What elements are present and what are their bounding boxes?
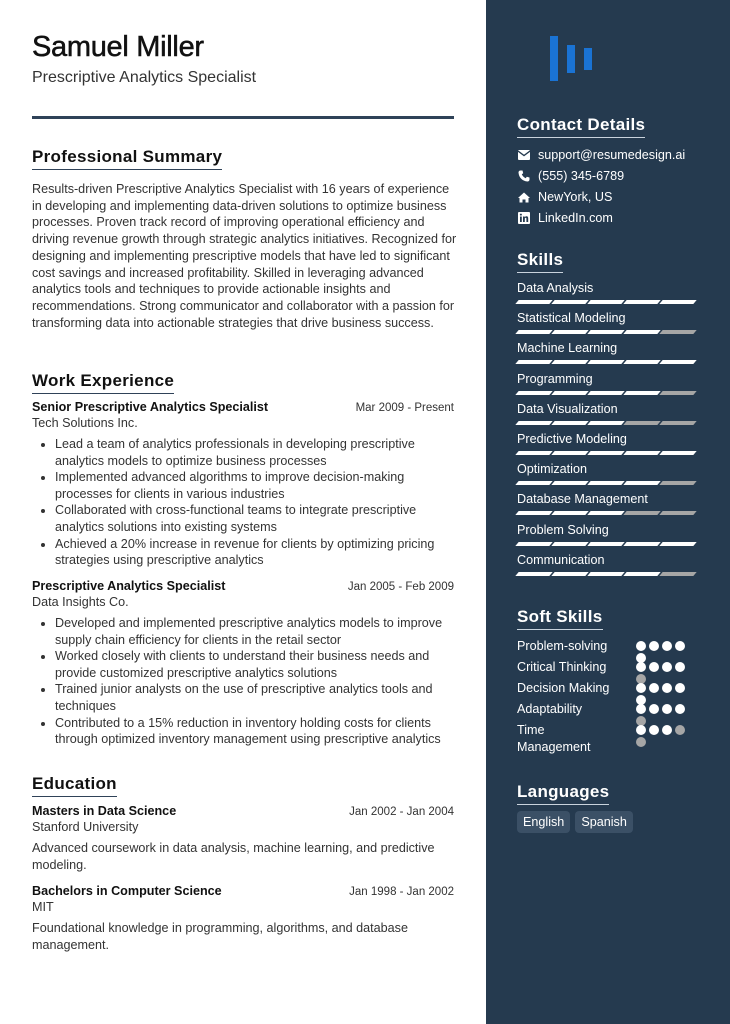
education-heading: Education (32, 774, 117, 797)
skill-level-segment (659, 481, 696, 485)
experience-heading: Work Experience (32, 371, 174, 394)
job-title: Senior Prescriptive Analytics Specialist (32, 400, 269, 414)
soft-skill-name: Critical Thinking (517, 660, 607, 674)
rating-dot (636, 725, 646, 735)
skill-level-segment (659, 360, 696, 364)
skill-name: Data Visualization (517, 401, 618, 416)
skill-level-segment (659, 330, 696, 334)
skill-level-segment (515, 451, 552, 455)
job-entry (32, 400, 454, 569)
soft-skill-rating (636, 641, 686, 663)
skill-level-bar (517, 300, 699, 305)
skill-level-segment (659, 572, 696, 576)
skill-name: Problem Solving (517, 522, 609, 537)
skill-item (517, 402, 699, 426)
skill-level-segment (623, 511, 660, 515)
skill-level-segment (623, 481, 660, 485)
skill-level-segment (551, 391, 588, 395)
skill-level-segment (587, 451, 624, 455)
skill-name: Data Analysis (517, 281, 594, 295)
degree: Bachelors in Computer Science (32, 884, 222, 898)
skill-item (517, 492, 699, 516)
skill-level-segment (623, 330, 660, 334)
rating-dot (662, 725, 672, 735)
envelope-icon (517, 148, 531, 162)
skill-name: Machine Learning (517, 341, 618, 356)
skill-level-segment (551, 421, 588, 425)
contact-text: NewYork, US (538, 190, 613, 204)
skill-item (517, 432, 699, 456)
rating-dot (649, 641, 659, 651)
rating-dot (636, 737, 646, 747)
rating-dot (662, 704, 672, 714)
skill-item (517, 372, 699, 396)
job-company: Tech Solutions Inc. (32, 416, 138, 430)
skill-level-segment (623, 572, 660, 576)
skill-level-bar (517, 360, 699, 365)
language-tag: English (517, 811, 570, 833)
skill-item (517, 553, 699, 577)
languages-list (517, 811, 633, 833)
rating-dot (649, 725, 659, 735)
rating-dot (675, 704, 685, 714)
skill-level-segment (587, 481, 624, 485)
skill-name: Predictive Modeling (517, 432, 627, 446)
soft-skill-name: Problem-solving (517, 639, 608, 653)
contact-text: LinkedIn.com (538, 211, 613, 225)
contact-linkedin[interactable] (517, 211, 613, 225)
contact-location (517, 190, 612, 204)
contact-email[interactable] (517, 148, 685, 162)
contact-text: (555) 345-6789 (538, 169, 625, 183)
rating-dot (675, 725, 685, 735)
skill-level-segment (551, 330, 588, 334)
rating-dot (649, 662, 659, 672)
job-entry (32, 579, 454, 748)
skill-level-segment (623, 360, 660, 364)
linkedin-icon (517, 211, 531, 225)
rating-dot (636, 704, 646, 714)
skill-level-segment (587, 330, 624, 334)
skill-item (517, 341, 699, 365)
skill-item (517, 462, 699, 486)
rating-dot (675, 683, 685, 693)
candidate-name: Samuel Miller (32, 31, 204, 63)
soft-skill-rating (636, 683, 686, 705)
job-company: Data Insights Co. (32, 595, 129, 609)
soft-skill-rating (636, 704, 686, 726)
skill-level-segment (587, 300, 624, 304)
skill-level-bar (517, 330, 699, 335)
skill-level-segment (587, 511, 624, 515)
skill-level-segment (551, 511, 588, 515)
soft-skill-name: Decision Making (517, 681, 610, 695)
skill-level-bar (517, 391, 699, 396)
rating-dot (636, 662, 646, 672)
skill-level-segment (515, 330, 552, 334)
job-bullet: Implemented advanced algorithms to improve decision-making processes for clients in various industries (32, 469, 454, 502)
language-tag: Spanish (575, 811, 633, 833)
skill-level-segment (551, 542, 588, 546)
rating-dot (649, 704, 659, 714)
soft-skill-rating (636, 725, 686, 747)
skill-name: Database Management (517, 492, 648, 507)
skill-level-segment (515, 360, 552, 364)
skill-level-bar (517, 572, 699, 577)
rating-dot (662, 641, 672, 651)
job-dates: Jan 2005 - Feb 2009 (347, 581, 454, 593)
skill-item (517, 523, 699, 547)
job-bullet: Lead a team of analytics professionals in developing prescriptive analytics models to optimize business processes (32, 436, 454, 469)
education-dates: Jan 2002 - Jan 2004 (349, 806, 454, 818)
education-entry (32, 804, 454, 873)
rating-dot (675, 662, 685, 672)
soft-skills-heading: Soft Skills (517, 607, 603, 630)
education-description: Foundational knowledge in programming, algorithms, and database management. (32, 921, 408, 952)
skill-level-bar (517, 451, 699, 456)
skill-level-segment (659, 451, 696, 455)
summary-heading: Professional Summary (32, 147, 222, 170)
summary-text: Results-driven Prescriptive Analytics Specialist with 16 years of experience in developing and implementing data-driven solutions to optimize business processes. Proven track record of improving operational efficiency and driving revenue growth through strategic analytics initiatives. Recognized for designing and implementing prescriptive models that have led to significant cost savings and increased profitability. Skilled in leveraging advanced analytics tools and techniques to provide actionable insights and recommendations. Strong communicator and collaborator with a passion for transforming data into actionable strategies that drive business success. (32, 182, 457, 330)
rating-dot (662, 662, 672, 672)
skill-level-segment (623, 391, 660, 395)
education-dates: Jan 1998 - Jan 2002 (349, 886, 454, 898)
header-divider (32, 116, 454, 119)
skill-level-segment (551, 360, 588, 364)
skill-level-bar (517, 481, 699, 486)
skill-level-segment (515, 481, 552, 485)
skill-level-segment (659, 300, 696, 304)
skill-name: Communication (517, 552, 605, 567)
job-bullets (32, 436, 454, 569)
rating-dot (636, 641, 646, 651)
skill-level-segment (623, 421, 660, 425)
skill-level-segment (587, 421, 624, 425)
skill-level-segment (587, 572, 624, 576)
job-bullet: Trained junior analysts on the use of prescriptive analytics tools and techniques (32, 681, 454, 714)
skill-level-segment (587, 391, 624, 395)
skill-level-bar (517, 511, 699, 516)
school: MIT (32, 900, 54, 914)
skill-item (517, 311, 699, 335)
job-bullets (32, 615, 454, 748)
languages-heading: Languages (517, 782, 609, 805)
skill-level-segment (659, 421, 696, 425)
phone-icon (517, 169, 531, 183)
job-title: Prescriptive Analytics Specialist (32, 579, 226, 593)
skill-level-bar (517, 542, 699, 547)
job-dates: Mar 2009 - Present (355, 402, 454, 414)
job-bullet: Contributed to a 15% reduction in inventory holding costs for clients through optimized inventory management using prescriptive analytics (32, 715, 454, 748)
job-bullet: Developed and implemented prescriptive analytics models to improve supply chain efficiency for clients in the retail sector (32, 615, 454, 648)
skills-heading: Skills (517, 250, 563, 273)
skill-level-segment (551, 300, 588, 304)
rating-dot (649, 683, 659, 693)
soft-skill-name: Adaptability (517, 702, 583, 716)
skill-level-segment (515, 511, 552, 515)
skill-level-segment (623, 300, 660, 304)
skill-name: Statistical Modeling (517, 311, 626, 326)
skill-level-segment (587, 542, 624, 546)
soft-skill-name: Time Management (517, 723, 591, 754)
skill-level-segment (659, 511, 696, 515)
skill-level-segment (515, 572, 552, 576)
home-icon (517, 190, 531, 204)
contact-heading: Contact Details (517, 115, 645, 138)
skill-level-segment (551, 481, 588, 485)
skill-level-segment (551, 451, 588, 455)
skill-level-bar (517, 421, 699, 426)
skill-name: Programming (517, 371, 593, 386)
candidate-title: Prescriptive Analytics Specialist (32, 69, 257, 86)
skill-level-segment (659, 542, 696, 546)
skill-level-segment (623, 542, 660, 546)
skill-level-segment (515, 300, 552, 304)
job-bullet: Worked closely with clients to understand their business needs and provide customized prescriptive analytics solutions (32, 648, 454, 681)
education-description: Advanced coursework in data analysis, machine learning, and predictive modeling. (32, 841, 435, 872)
skill-level-segment (551, 572, 588, 576)
skill-level-segment (623, 451, 660, 455)
skill-item (517, 281, 699, 305)
soft-skill-rating (636, 662, 686, 684)
contact-phone[interactable] (517, 169, 624, 183)
skill-level-segment (515, 391, 552, 395)
degree: Masters in Data Science (32, 804, 177, 818)
school: Stanford University (32, 820, 139, 834)
job-bullet: Collaborated with cross-functional teams to integrate prescriptive analytics solutions into existing systems (32, 502, 454, 535)
rating-dot (662, 683, 672, 693)
skill-level-segment (587, 360, 624, 364)
rating-dot (675, 641, 685, 651)
contact-text: support@resumedesign.ai (538, 148, 686, 162)
skill-level-segment (515, 421, 552, 425)
job-bullet: Achieved a 20% increase in revenue for clients by optimizing pricing strategies using prescriptive analytics (32, 536, 454, 569)
rating-dot (636, 683, 646, 693)
education-entry (32, 884, 454, 953)
logo-icon (550, 36, 596, 84)
skill-name: Optimization (517, 462, 587, 477)
skill-level-segment (659, 391, 696, 395)
skill-level-segment (515, 542, 552, 546)
